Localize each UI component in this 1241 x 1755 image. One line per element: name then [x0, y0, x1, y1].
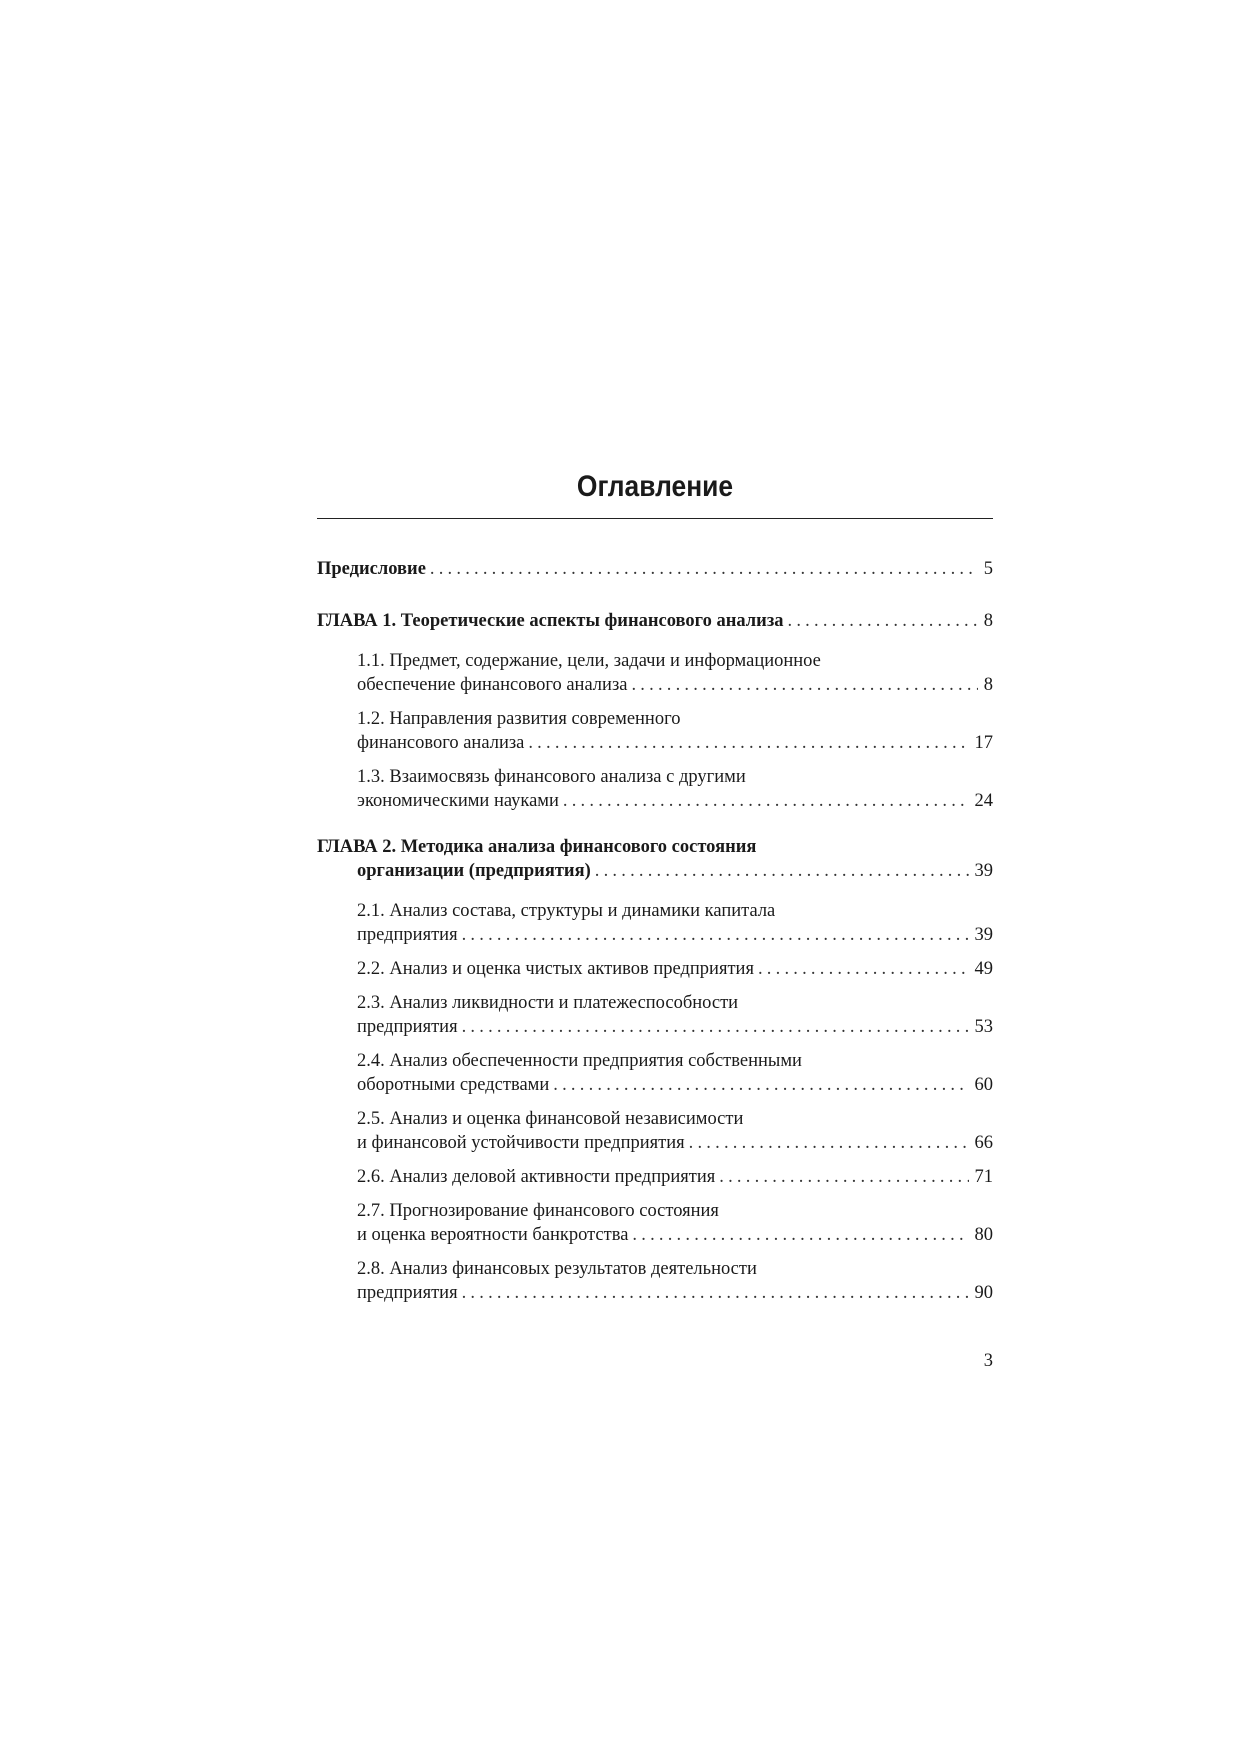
toc-entry-label: Предисловие	[317, 559, 426, 579]
toc-entry-label: ГЛАВА 1. Теоретические аспекты финансового анализа	[317, 611, 784, 631]
toc-entry-label-line2: предприятия	[357, 1283, 458, 1303]
toc-entry-label-line2: организации (предприятия)	[357, 861, 591, 881]
toc-entry-page: 71	[974, 1167, 993, 1187]
toc-entry-label-line2: экономическими науками	[357, 791, 559, 811]
toc-entry-section-2-4[interactable]	[317, 1049, 993, 1097]
toc-entry-label-line2: обеспечение финансового анализа	[357, 675, 628, 695]
toc-entry-chapter-2[interactable]	[317, 835, 993, 883]
toc-entry-page: 8	[983, 675, 993, 695]
toc-entry-section-1-1[interactable]	[317, 649, 993, 697]
toc-entry-section-2-1[interactable]	[317, 899, 993, 947]
toc-entry-label-line1: 1.2. Направления развития современного	[357, 709, 681, 729]
toc-entry-section-1-3[interactable]	[317, 765, 993, 813]
toc-entry-page: 90	[974, 1283, 993, 1303]
table-of-contents	[317, 557, 993, 1305]
toc-entry-page: 66	[974, 1133, 993, 1153]
toc-entry-section-2-8[interactable]	[317, 1257, 993, 1305]
toc-entry-label-line2: и оценка вероятности банкротства	[357, 1225, 629, 1245]
dot-leader	[462, 923, 969, 947]
toc-entry-page: 39	[974, 925, 993, 945]
toc-entry-page: 39	[974, 861, 993, 881]
toc-entry-label: 2.6. Анализ деловой активности предприятия	[357, 1167, 716, 1187]
toc-entry-label-line2: финансового анализа	[357, 733, 525, 753]
dot-leader	[788, 609, 978, 633]
toc-entry-section-2-6[interactable]	[317, 1165, 993, 1189]
dot-leader	[595, 859, 969, 883]
toc-entry-section-1-2[interactable]	[317, 707, 993, 755]
dot-leader	[553, 1073, 968, 1097]
toc-entry-label-line1: 2.1. Анализ состава, структуры и динамики капитала	[357, 901, 776, 921]
dot-leader	[689, 1131, 969, 1155]
toc-entry-page: 60	[974, 1075, 993, 1095]
toc-entry-page: 80	[974, 1225, 993, 1245]
dot-leader	[462, 1015, 969, 1039]
toc-entry-label-line2: оборотными средствами	[357, 1075, 550, 1095]
toc-entry-page: 8	[983, 611, 993, 631]
toc-entry-page: 5	[983, 559, 993, 579]
toc-entry-page: 49	[974, 959, 993, 979]
dot-leader	[758, 957, 969, 981]
dot-leader	[632, 1223, 968, 1247]
toc-entry-label-line1: 1.3. Взаимосвязь финансового анализа с другими	[357, 767, 746, 787]
toc-entry-preface[interactable]	[317, 557, 993, 581]
title-divider	[317, 518, 993, 519]
toc-entry-label-line1: 2.4. Анализ обеспеченности предприятия собственными	[357, 1051, 802, 1071]
dot-leader	[462, 1281, 969, 1305]
toc-entry-label-line1: 2.5. Анализ и оценка финансовой независимости	[357, 1109, 744, 1129]
dot-leader	[631, 673, 977, 697]
toc-page	[317, 466, 993, 1315]
toc-entry-page: 17	[974, 733, 993, 753]
dot-leader	[430, 557, 978, 581]
toc-entry-section-2-2[interactable]	[317, 957, 993, 981]
toc-entry-page: 24	[974, 791, 993, 811]
toc-entry-section-2-7[interactable]	[317, 1199, 993, 1247]
toc-entry-chapter-1[interactable]	[317, 609, 993, 633]
dot-leader	[719, 1165, 968, 1189]
toc-entry-label-line2: предприятия	[357, 1017, 458, 1037]
toc-entry-label-line2: и финансовой устойчивости предприятия	[357, 1133, 685, 1153]
toc-entry-label: 2.2. Анализ и оценка чистых активов предприятия	[357, 959, 754, 979]
toc-entry-label-line1: 2.7. Прогнозирование финансового состояния	[357, 1201, 719, 1221]
page-title: Оглавление	[576, 470, 734, 503]
dot-leader	[528, 731, 968, 755]
toc-entry-page: 53	[974, 1017, 993, 1037]
toc-entry-label-line1: 1.1. Предмет, содержание, цели, задачи и информационное	[357, 651, 821, 671]
toc-entry-label-line1: 2.8. Анализ финансовых результатов деятельности	[357, 1259, 757, 1279]
toc-entry-section-2-3[interactable]	[317, 991, 993, 1039]
page-number: 3	[983, 1351, 993, 1371]
toc-entry-label-line2: предприятия	[357, 925, 458, 945]
toc-entry-label-line1: 2.3. Анализ ликвидности и платежеспособности	[357, 993, 739, 1013]
toc-entry-section-2-5[interactable]	[317, 1107, 993, 1155]
dot-leader	[563, 789, 969, 813]
toc-entry-label-line1: ГЛАВА 2. Методика анализа финансового состояния	[317, 837, 757, 857]
